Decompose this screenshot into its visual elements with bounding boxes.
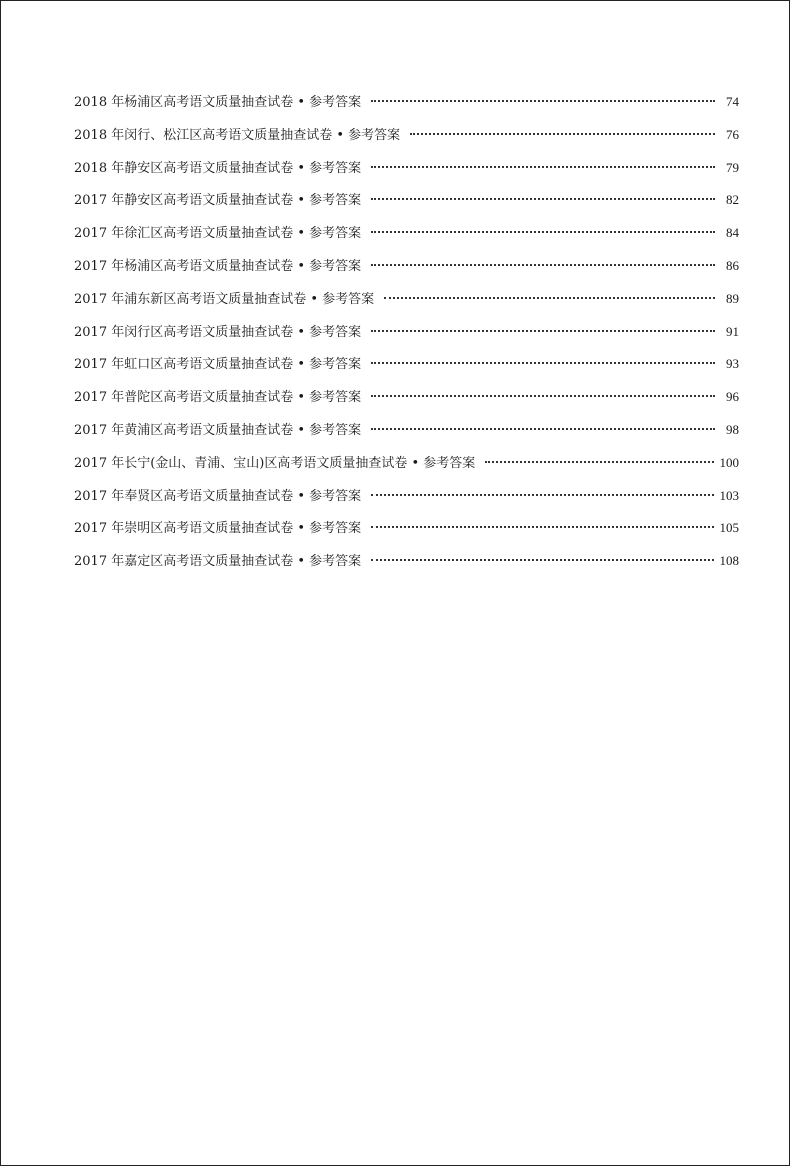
toc-entry[interactable]: [74, 157, 739, 190]
toc-entry-title: 2017 年崇明区高考语文质量抽查试卷 • 参考答案: [74, 521, 362, 537]
toc-entry-title: 2017 年虹口区高考语文质量抽查试卷 • 参考答案: [74, 357, 362, 373]
toc-entry-page-number: 84: [726, 225, 739, 241]
toc-entry-page-number: 98: [726, 421, 739, 437]
toc-entry-title: 2017 年杨浦区高考语文质量抽查试卷 • 参考答案: [74, 258, 362, 274]
toc-entry[interactable]: [74, 91, 739, 124]
toc-entry-title: 2017 年静安区高考语文质量抽查试卷 • 参考答案: [74, 193, 362, 209]
toc-dot-leader: [371, 100, 715, 102]
toc-entry[interactable]: [74, 550, 739, 583]
toc-entry-page-number: 86: [726, 257, 739, 273]
toc-entry-page-number: 79: [726, 159, 739, 175]
toc-entry-title: 2017 年徐汇区高考语文质量抽查试卷 • 参考答案: [74, 226, 362, 242]
toc-entry[interactable]: [74, 124, 739, 157]
toc-entry-title: 2017 年黄浦区高考语文质量抽查试卷 • 参考答案: [74, 422, 362, 438]
toc-dot-leader: [410, 133, 715, 135]
toc-entry-page-number: 105: [719, 520, 739, 536]
toc-entry[interactable]: [74, 517, 739, 550]
toc-entry[interactable]: [74, 189, 739, 222]
toc-entry[interactable]: [74, 288, 739, 321]
toc-entry-page-number: 76: [726, 126, 739, 142]
toc-entry-page-number: 91: [726, 323, 739, 339]
toc-dot-leader: [371, 231, 715, 233]
toc-dot-leader: [371, 559, 713, 561]
toc-entry-title: 2017 年普陀区高考语文质量抽查试卷 • 参考答案: [74, 390, 362, 406]
toc-entry-page-number: 108: [719, 553, 739, 569]
table-of-contents: [74, 91, 739, 583]
toc-entry[interactable]: [74, 321, 739, 354]
toc-entry-page-number: 74: [726, 94, 739, 109]
toc-entry-title: 2017 年长宁(金山、青浦、宝山)区高考语文质量抽查试卷 • 参考答案: [74, 455, 476, 471]
toc-entry-title: 2018 年静安区高考语文质量抽查试卷 • 参考答案: [74, 160, 362, 176]
toc-entry-title: 2017 年闵行区高考语文质量抽查试卷 • 参考答案: [74, 324, 362, 340]
toc-entry-page-number: 103: [719, 487, 739, 503]
toc-dot-leader: [371, 526, 713, 528]
toc-entry-page-number: 82: [726, 192, 739, 208]
toc-dot-leader: [371, 395, 715, 397]
toc-entry[interactable]: [74, 255, 739, 288]
toc-entry[interactable]: [74, 419, 739, 452]
toc-dot-leader: [371, 494, 713, 496]
toc-dot-leader: [371, 166, 715, 168]
toc-entry-title: 2017 年嘉定区高考语文质量抽查试卷 • 参考答案: [74, 554, 362, 570]
toc-entry-title: 2018 年闵行、松江区高考语文质量抽查试卷 • 参考答案: [74, 127, 401, 143]
toc-entry[interactable]: [74, 353, 739, 386]
toc-dot-leader: [384, 297, 715, 299]
toc-entry-title: 2017 年浦东新区高考语文质量抽查试卷 • 参考答案: [74, 291, 375, 307]
toc-entry[interactable]: [74, 452, 739, 485]
toc-dot-leader: [485, 461, 713, 463]
toc-entry-page-number: 89: [726, 290, 739, 306]
toc-entry-title: 2018 年杨浦区高考语文质量抽查试卷 • 参考答案: [74, 95, 362, 110]
toc-dot-leader: [371, 330, 715, 332]
toc-entry-page-number: 96: [726, 389, 739, 405]
toc-dot-leader: [371, 362, 715, 364]
toc-entry-page-number: 93: [726, 356, 739, 372]
toc-dot-leader: [371, 198, 715, 200]
toc-dot-leader: [371, 428, 715, 430]
toc-dot-leader: [371, 264, 715, 266]
toc-entry-page-number: 100: [719, 454, 739, 470]
toc-entry[interactable]: [74, 485, 739, 518]
toc-entry[interactable]: [74, 222, 739, 255]
toc-entry[interactable]: [74, 386, 739, 419]
toc-entry-title: 2017 年奉贤区高考语文质量抽查试卷 • 参考答案: [74, 488, 362, 504]
